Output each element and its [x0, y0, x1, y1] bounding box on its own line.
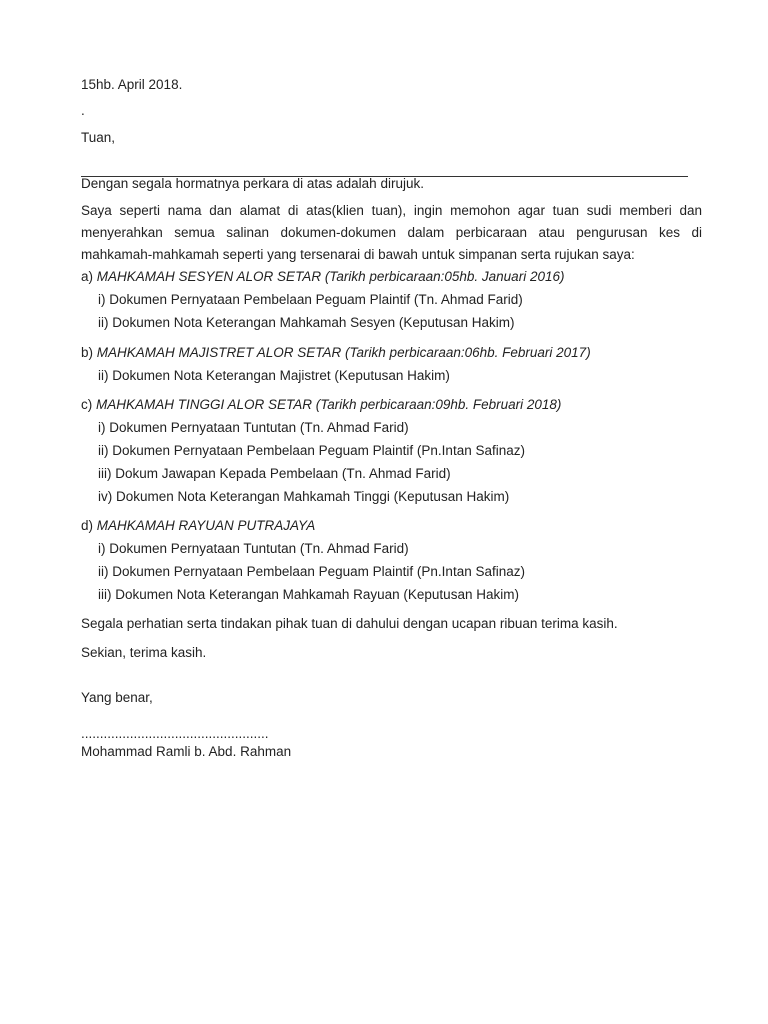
list-item: i) Dokumen Pernyataan Tuntutan (Tn. Ahmad Farid) [98, 541, 409, 556]
reference-line: Dengan segala hormatnya perkara di atas adalah dirujuk. [81, 176, 424, 191]
list-item: i) Dokumen Pernyataan Tuntutan (Tn. Ahmad Farid) [98, 420, 409, 435]
section-heading-c: c) MAHKAMAH TINGGI ALOR SETAR (Tarikh perbicaraan:09hb. Februari 2018) [81, 397, 562, 412]
signoff: Yang benar, [81, 690, 153, 705]
section-heading-a: a) MAHKAMAH SESYEN ALOR SETAR (Tarikh perbicaraan:05hb. Januari 2016) [81, 269, 565, 284]
list-item: ii) Dokumen Nota Keterangan Mahkamah Sesyen (Keputusan Hakim) [98, 315, 515, 330]
closing-thanks: Sekian, terima kasih. [81, 645, 207, 660]
body-line: mahkamah-mahkamah seperti yang tersenarai di bawah untuk simpanan serta rujukan saya: [81, 247, 635, 262]
section-heading-b: b) MAHKAMAH MAJISTRET ALOR SETAR (Tarikh perbicaraan:06hb. Februari 2017) [81, 345, 591, 360]
list-item: ii) Dokumen Pernyataan Pembelaan Peguam Plaintif (Pn.Intan Safinaz) [98, 564, 525, 579]
signatory-name: Mohammad Ramli b. Abd. Rahman [81, 744, 292, 759]
list-item: iv) Dokumen Nota Keterangan Mahkamah Tinggi (Keputusan Hakim) [98, 489, 510, 504]
salutation: Tuan, [81, 130, 116, 145]
letter-date: 15hb. April 2018. [81, 77, 183, 92]
closing-attention: Segala perhatian serta tindakan pihak tuan di dahului dengan ucapan ribuan terima kasih. [81, 616, 618, 631]
section-heading-d: d) MAHKAMAH RAYUAN PUTRAJAYA [81, 518, 316, 533]
body-line: Saya seperti nama dan alamat di atas(klien tuan), ingin memohon agar tuan sudi memberi dan [81, 203, 702, 218]
list-item: iii) Dokum Jawapan Kepada Pembelaan (Tn. Ahmad Farid) [98, 466, 451, 481]
letter-dot: . [81, 103, 85, 118]
list-item: ii) Dokumen Pernyataan Pembelaan Peguam Plaintif (Pn.Intan Safinaz) [98, 443, 525, 458]
list-item: i) Dokumen Pernyataan Pembelaan Peguam Plaintif (Tn. Ahmad Farid) [98, 292, 523, 307]
signature-dots: .................................................. [81, 726, 269, 741]
list-item: iii) Dokumen Nota Keterangan Mahkamah Rayuan (Keputusan Hakim) [98, 587, 519, 602]
body-line: menyerahkan semua salinan dokumen-dokumen dalam perbicaraan atau pengurusan kes di [81, 225, 702, 240]
list-item: ii) Dokumen Nota Keterangan Majistret (Keputusan Hakim) [98, 368, 450, 383]
